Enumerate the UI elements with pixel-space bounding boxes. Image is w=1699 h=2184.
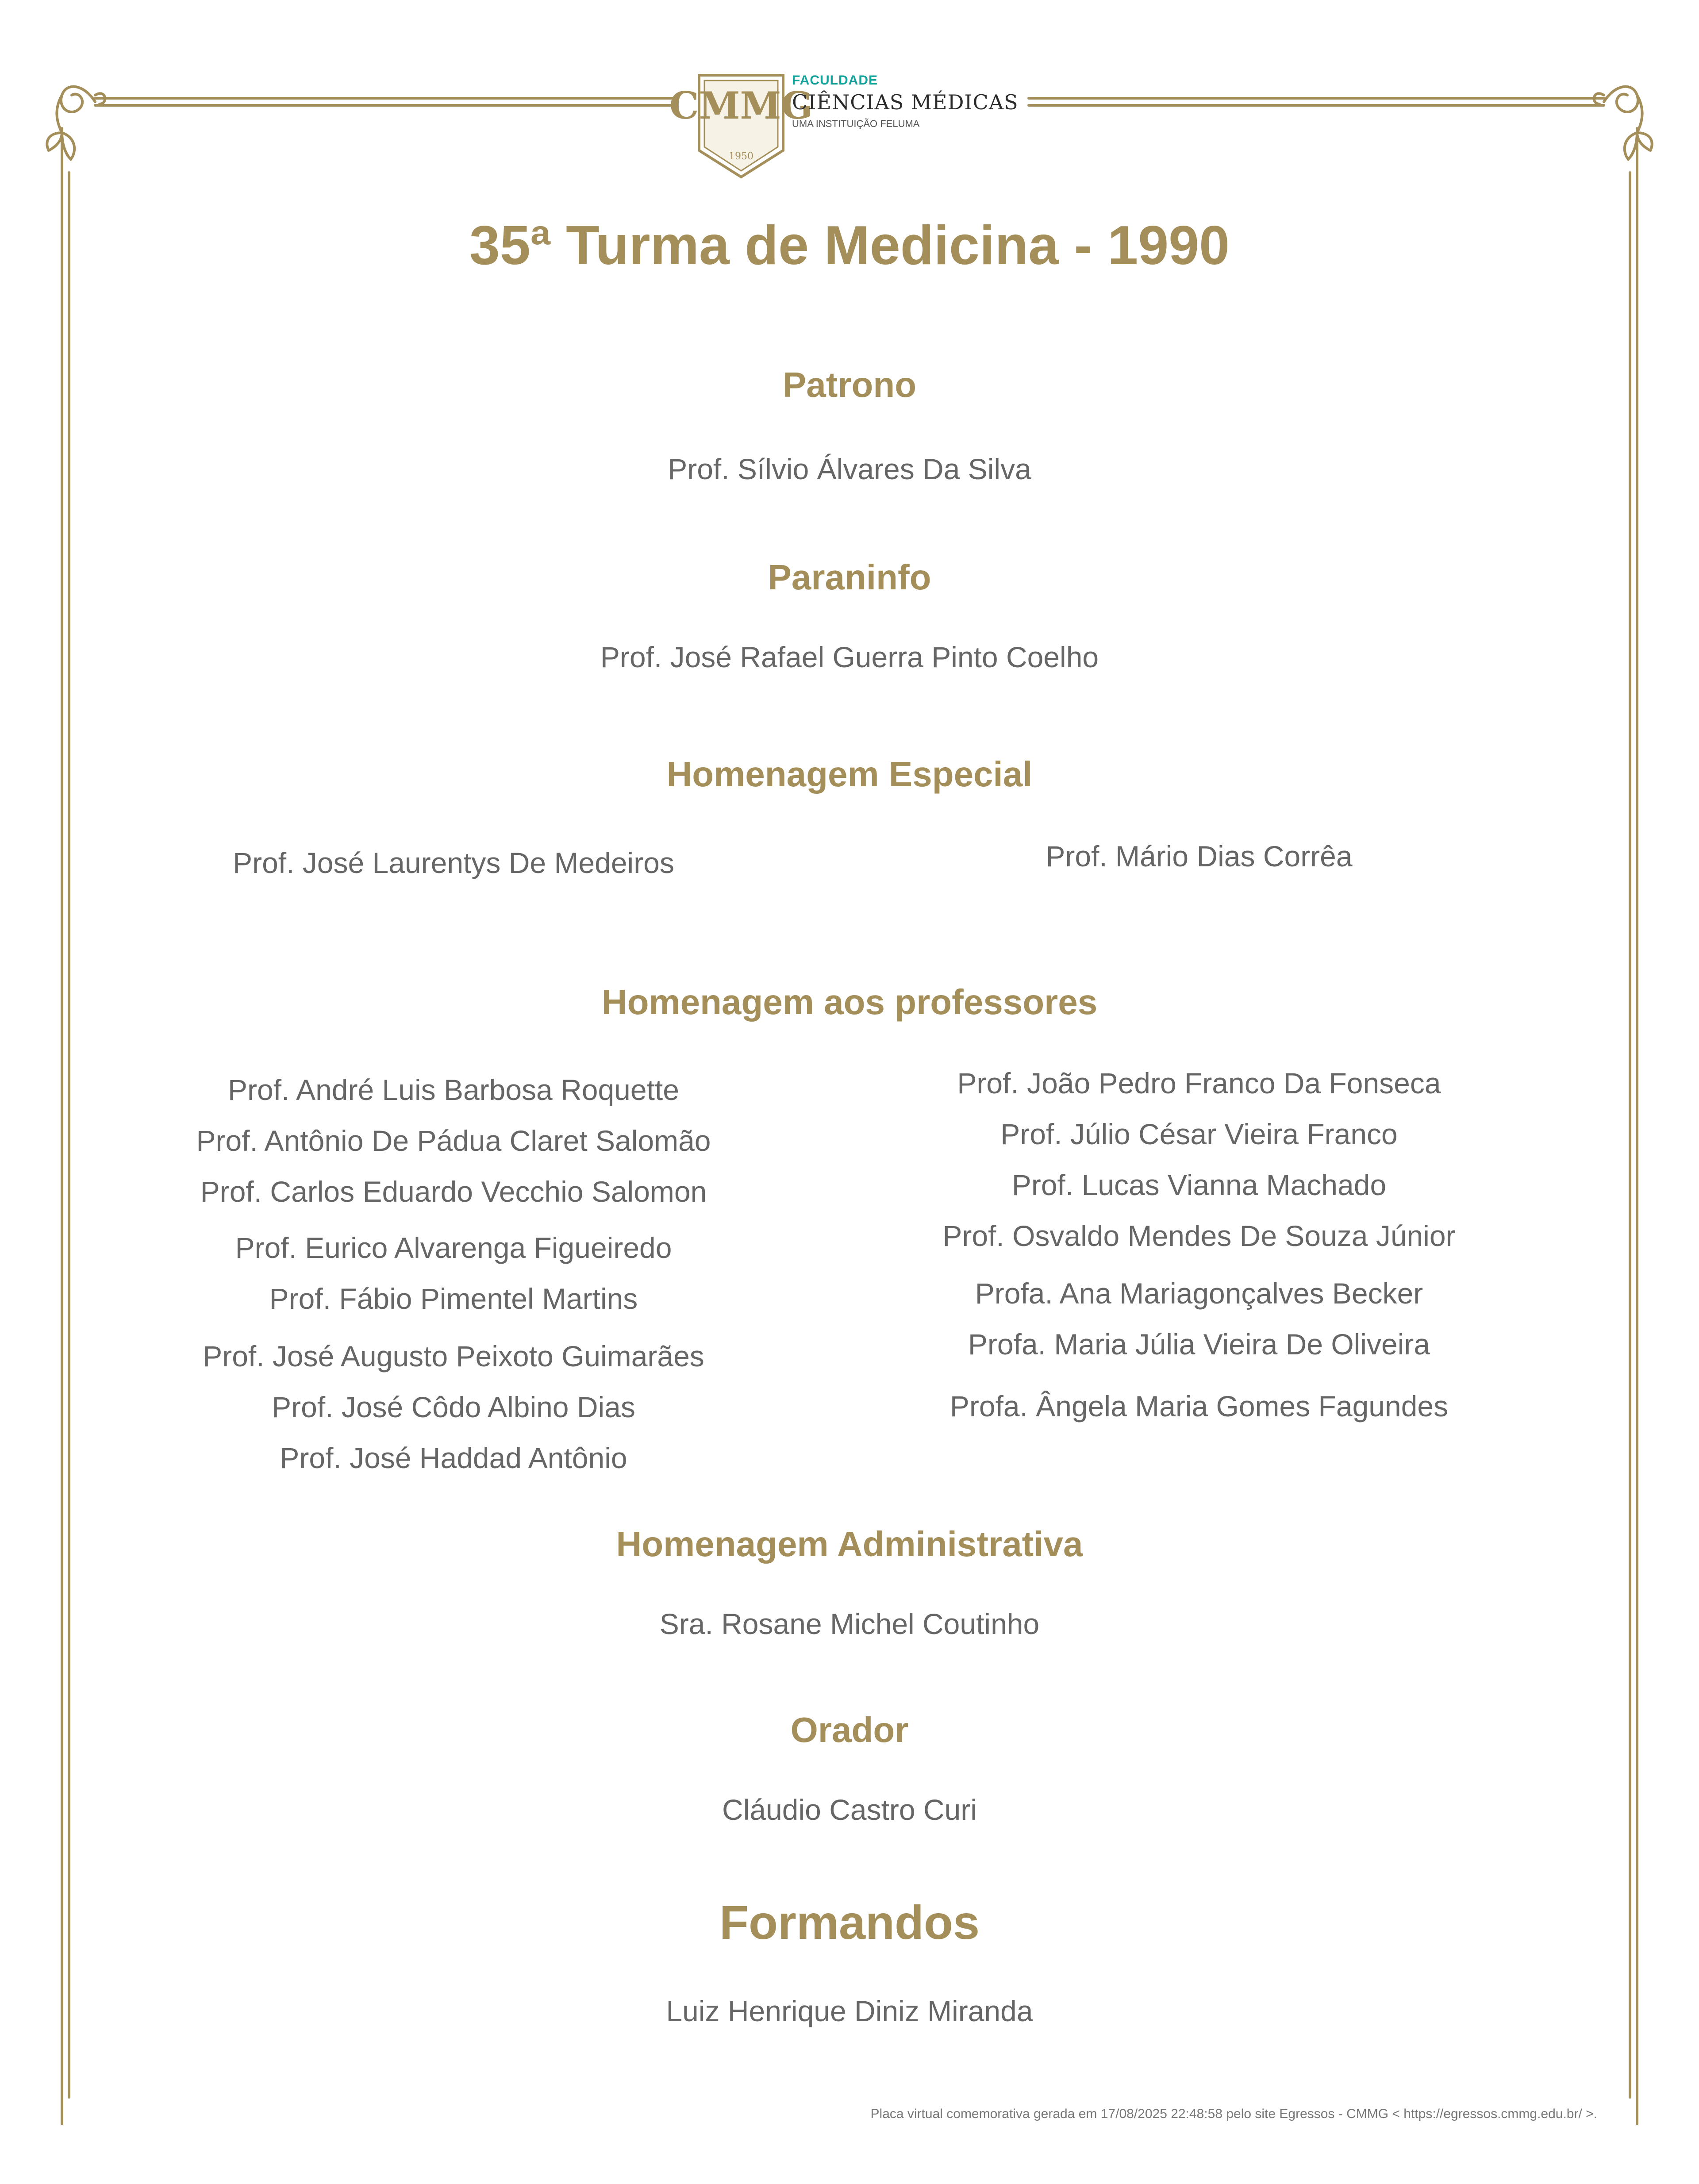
- footer-note: Placa virtual comemorativa gerada em 17/08/2025 22:48:58 pelo site Egressos - CMMG < https://egressos.cmmg.edu.br/ >.: [870, 2107, 1597, 2121]
- cmmg-shield-icon: [669, 71, 813, 181]
- section-homenagem-especial-heading: Homenagem Especial: [666, 754, 1033, 794]
- logo-monogram: CMMG: [669, 84, 813, 127]
- professor-name: Prof. André Luis Barbosa Roquette: [228, 1073, 679, 1106]
- professor-name: Prof. José Haddad Antônio: [280, 1442, 627, 1474]
- logo-subtitle: UMA INSTITUIÇÃO FELUMA: [792, 118, 920, 129]
- homenagem-especial-name: Prof. Mário Dias Corrêa: [1046, 840, 1353, 873]
- section-paraninfo-heading: Paraninfo: [768, 558, 931, 597]
- homenagem-administrativa-name: Sra. Rosane Michel Coutinho: [659, 1607, 1040, 1640]
- section-orador-heading: Orador: [790, 1710, 909, 1750]
- professor-name: Prof. José Côdo Albino Dias: [272, 1391, 635, 1423]
- professor-name: Prof. Eurico Alvarenga Figueiredo: [235, 1231, 672, 1264]
- professor-name: Prof. João Pedro Franco Da Fonseca: [957, 1067, 1441, 1100]
- logo-name: CIÊNCIAS MÉDICAS: [792, 90, 1019, 114]
- homenagem-especial-name: Prof. José Laurentys De Medeiros: [233, 846, 674, 879]
- section-homenagem-professores-heading: Homenagem aos professores: [601, 982, 1098, 1022]
- orador-name: Cláudio Castro Curi: [722, 1793, 977, 1826]
- logo-text: [792, 72, 1040, 133]
- page-title: 35ª Turma de Medicina - 1990: [469, 215, 1230, 276]
- professor-name: Prof. Osvaldo Mendes De Souza Júnior: [942, 1219, 1456, 1252]
- professor-name: Prof. Júlio César Vieira Franco: [1000, 1118, 1398, 1150]
- professor-name: Prof. Antônio De Pádua Claret Salomão: [196, 1124, 711, 1157]
- professor-name: Prof. José Augusto Peixoto Guimarães: [203, 1340, 704, 1373]
- professor-name: Profa. Maria Júlia Vieira De Oliveira: [968, 1328, 1430, 1361]
- professor-name: Prof. Fábio Pimentel Martins: [269, 1282, 638, 1315]
- logo-faculdade: FACULDADE: [792, 73, 878, 88]
- patrono-name: Prof. Sílvio Álvares Da Silva: [668, 453, 1031, 485]
- logo-year: 1950: [729, 151, 753, 162]
- professor-name: Prof. Carlos Eduardo Vecchio Salomon: [200, 1175, 707, 1208]
- professor-name: Profa. Ana Mariagonçalves Becker: [975, 1277, 1423, 1310]
- section-formandos-heading: Formandos: [719, 1896, 980, 1949]
- professor-name: Profa. Ângela Maria Gomes Fagundes: [949, 1390, 1449, 1423]
- paraninfo-name: Prof. José Rafael Guerra Pinto Coelho: [600, 641, 1099, 673]
- formando-name: Luiz Henrique Diniz Miranda: [666, 1995, 1033, 2027]
- section-homenagem-administrativa-heading: Homenagem Administrativa: [616, 1524, 1083, 1564]
- professor-name: Prof. Lucas Vianna Machado: [1011, 1169, 1387, 1201]
- section-patrono-heading: Patrono: [782, 365, 917, 404]
